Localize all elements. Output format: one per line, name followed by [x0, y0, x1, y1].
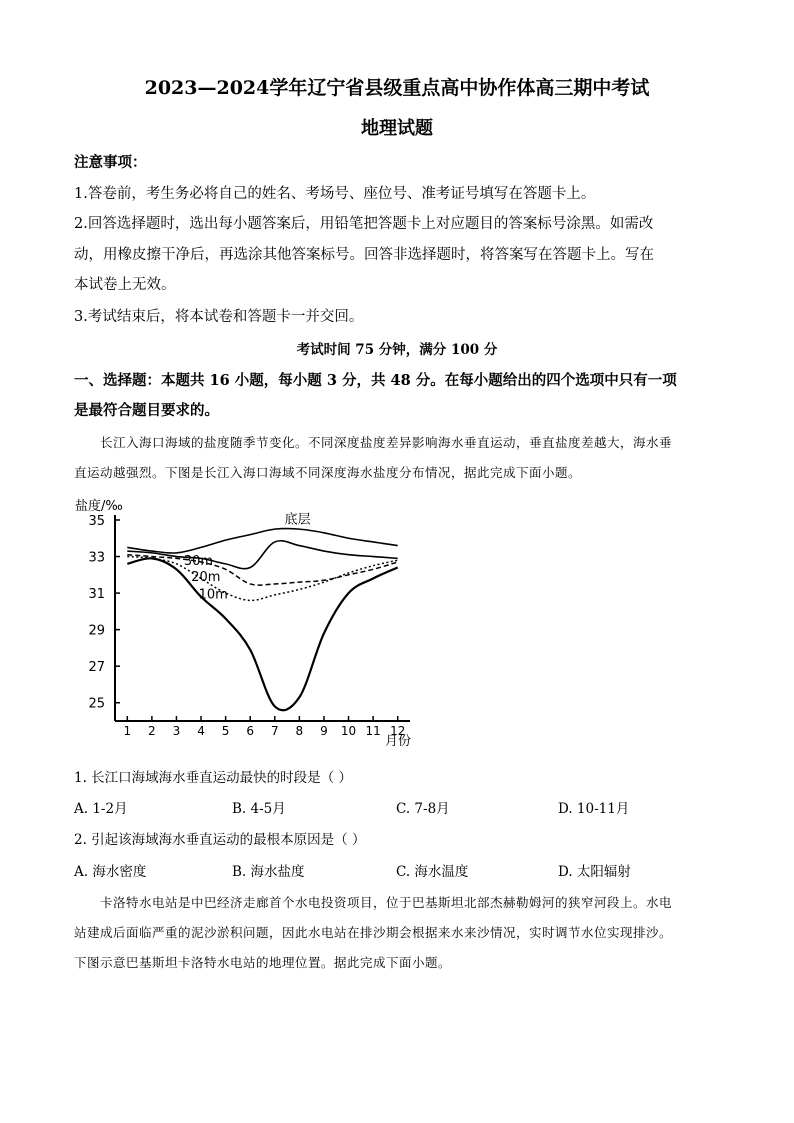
- series-label-20m: 20m: [191, 570, 221, 586]
- passage-2-line-2: 站建成后面临严重的泥沙淤积问题，因此水电站在排沙期会根据来水来沙情况，实时调节水位实现排沙。: [74, 925, 673, 940]
- x-tick-label: 12: [390, 724, 406, 738]
- salinity-chart: [70, 495, 420, 750]
- question-2-stem: 2. 引起该海域海水垂直运动的最根本原因是（ ）: [74, 832, 366, 848]
- exam-time-info: 考试时间 75 分钟，满分 100 分: [296, 342, 498, 358]
- notice-item-3: 3.考试结束后，将本试卷和答题卡一并交回。: [74, 309, 364, 325]
- notice-item-2-line-2: 动，用橡皮擦干净后，再选涂其他答案标号。回答非选择题时，将答案写在答题卡上。写在: [74, 247, 654, 263]
- notice-item-2-line-1: 2.回答选择题时，选出每小题答案后，用铅笔把答题卡上对应题目的答案标号涂黑。如需改: [74, 216, 654, 232]
- y-tick-label: 27: [88, 660, 105, 676]
- chart-plot-area: [75, 498, 411, 749]
- series-label-底层: 底层: [284, 512, 311, 528]
- x-tick-label: 10: [340, 724, 357, 738]
- x-tick-label: 8: [295, 724, 304, 738]
- series-line-surface: [127, 558, 397, 710]
- x-tick-label: 6: [246, 724, 255, 738]
- section-1-heading-line-2: 是最符合题目要求的。: [74, 402, 219, 419]
- y-tick-label: 29: [88, 623, 105, 639]
- question-1-stem: 1. 长江口海域海水垂直运动最快的时段是（ ）: [74, 770, 352, 786]
- question-1-option-a[interactable]: A. 1-2月: [74, 801, 128, 817]
- series-label-30m: 30m: [183, 553, 214, 569]
- series-line-底层: [127, 529, 397, 553]
- x-tick-label: 9: [320, 724, 328, 738]
- question-1-option-d[interactable]: D. 10-11月: [558, 801, 630, 817]
- x-tick-label: 3: [172, 724, 181, 738]
- question-1-option-b[interactable]: B. 4-5月: [232, 801, 286, 817]
- notice-item-1-text: 1.答卷前，考生务必将自己的姓名、考场号、座位号、准考证号填写在答题卡上。: [74, 186, 596, 202]
- x-tick-label: 11: [365, 724, 381, 738]
- question-2-option-c[interactable]: C. 海水温度: [396, 864, 469, 880]
- question-2-option-a[interactable]: A. 海水密度: [74, 864, 147, 880]
- question-1-option-c[interactable]: C. 7-8月: [396, 801, 450, 817]
- passage-2-line-1: 卡洛特水电站是中巴经济走廊首个水电投资项目，位于巴基斯坦北部杰赫勒姆河的狭窄河段上。水电: [100, 895, 673, 910]
- notice-heading: 注意事项：: [74, 154, 147, 171]
- x-tick-label: 2: [148, 724, 156, 738]
- passage-1-line-2: 直运动越强烈。下图是长江入海口海域不同深度海水盐度分布情况，据此完成下面小题。: [74, 465, 582, 480]
- y-tick-label: 33: [88, 550, 105, 566]
- series-label-10m: 10m: [198, 587, 228, 603]
- exam-title: 2023—2024学年辽宁省县级重点高中协作体高三期中考试: [144, 77, 650, 99]
- y-tick-label: 31: [88, 587, 105, 603]
- notice-item-1: [74, 182, 595, 203]
- notice-item-2-line-3: 本试卷上无效。: [74, 277, 176, 293]
- x-tick-label: 5: [221, 724, 230, 738]
- y-tick-label: 35: [88, 514, 105, 529]
- question-2-option-b[interactable]: B. 海水盐度: [232, 864, 305, 880]
- x-tick-label: 7: [270, 724, 279, 738]
- y-axis-label: 盐度/‰: [75, 499, 123, 514]
- exam-subtitle: 地理试题: [361, 118, 433, 139]
- passage-2-line-3: 下图示意巴基斯坦卡洛特水电站的地理位置。据此完成下面小题。: [74, 955, 452, 970]
- x-tick-label: 4: [197, 724, 205, 738]
- x-axis-label: 月份: [384, 734, 412, 749]
- section-1-heading-line-1: 一、选择题：本题共 16 小题，每小题 3 分，共 48 分。在每小题给出的四个选项中只有一项: [74, 372, 677, 389]
- x-tick-label: 1: [123, 724, 132, 738]
- question-2-option-d[interactable]: D. 太阳辐射: [558, 864, 631, 880]
- y-tick-label: 25: [88, 696, 105, 712]
- passage-1-line-1: 长江入海口海域的盐度随季节变化。不同深度盐度差异影响海水垂直运动，垂直盐度差越大，海水垂: [100, 435, 673, 450]
